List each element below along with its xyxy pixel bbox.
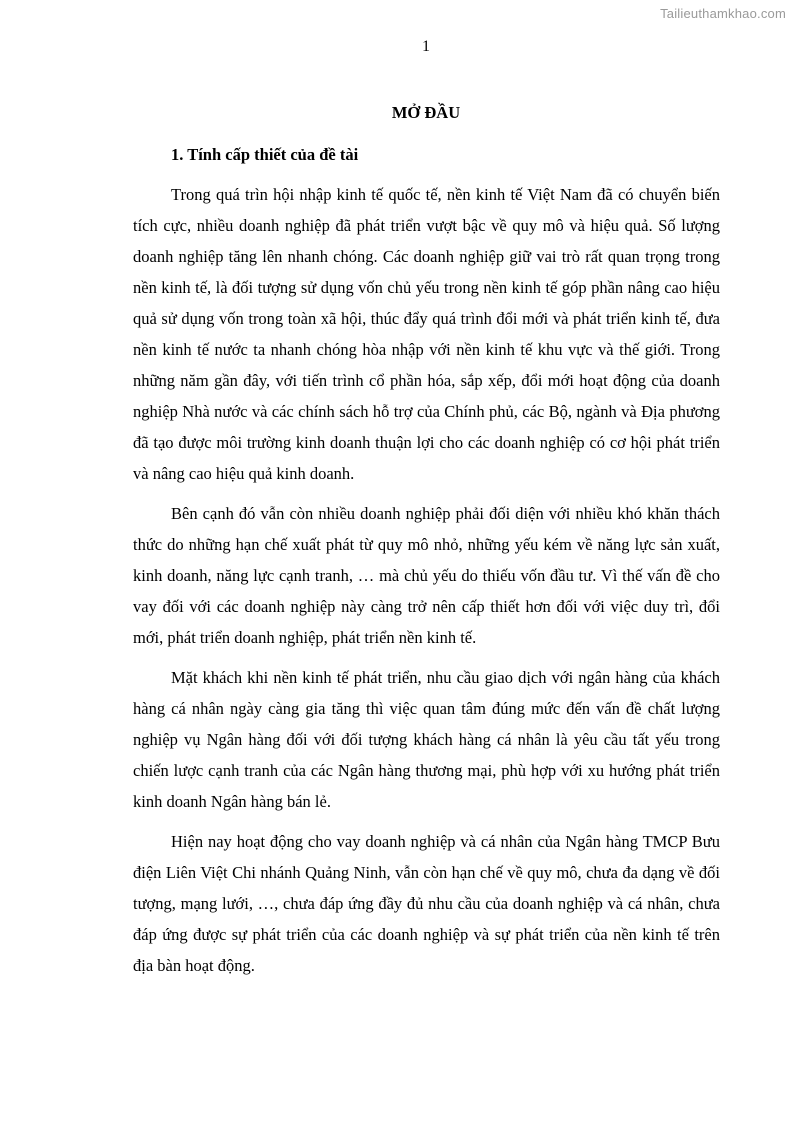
watermark: Tailieuthamkhao.com (660, 6, 786, 21)
page-number: 1 (422, 38, 430, 55)
paragraph: Mặt khách khi nền kinh tế phát triển, nhu cầu giao dịch với ngân hàng của khách hàng cá nhân ngày càng gia tăng thì việc quan tâm đúng mức đến vấn đề chất lượng nghiệp vụ Ngân hàng đối với đối tượng khách hàng cá nhân là yêu cầu tất yếu trong chiến lược cạnh tranh của các Ngân hàng thương mại, phù hợp với xu hướng phát triển kinh doanh Ngân hàng bán lẻ. (133, 668, 720, 811)
paragraph: Trong quá trìn hội nhập kinh tế quốc tế, nền kinh tế Việt Nam đã có chuyển biến tích cực, nhiều doanh nghiệp đã phát triển vượt bậc về quy mô và hiệu quả. Số lượng doanh nghiệp tăng lên nhanh chóng. Các doanh nghiệp giữ vai trò rất quan trọng trong nền kinh tế, là đối tượng sử dụng vốn chủ yếu trong nền kinh tế góp phần nâng cao hiệu quả sử dụng vốn trong toàn xã hội, thúc đẩy quá trình đổi mới và phát triển kinh tế, đưa nền kinh tế nước ta nhanh chóng hòa nhập với nền kinh tế khu vực và thế giới. Trong những năm gần đây, với tiến trình cổ phần hóa, sắp xếp, đổi mới hoạt động của doanh nghiệp Nhà nước và các chính sách hỗ trợ của Chính phủ, các Bộ, ngành và Địa phương đã tạo được môi trường kinh doanh thuận lợi cho các doanh nghiệp có cơ hội phát triển và nâng cao hiệu quả kinh doanh. (133, 185, 720, 483)
paragraph: Hiện nay hoạt động cho vay doanh nghiệp và cá nhân của Ngân hàng TMCP Bưu điện Liên Việt Chi nhánh Quảng Ninh, vẫn còn hạn chế về quy mô, chưa đa dạng về đối tượng, mạng lưới, …, chưa đáp ứng đầy đủ nhu cầu của doanh nghiệp và cá nhân, chưa đáp ứng được sự phát triển của các doanh nghiệp và sự phát triển của nền kinh tế trên địa bàn hoạt động. (133, 832, 720, 975)
body-text (133, 179, 720, 990)
paragraph: Bên cạnh đó vẫn còn nhiều doanh nghiệp phải đối diện với nhiều khó khăn thách thức do những hạn chế xuất phát từ quy mô nhỏ, những yếu kém về năng lực sản xuất, kinh doanh, năng lực cạnh tranh, … mà chủ yếu do thiếu vốn đầu tư. Vì thế vấn đề cho vay đối với các doanh nghiệp này càng trở nên cấp thiết hơn đối với việc duy trì, đổi mới, phát triển doanh nghiệp, phát triển nền kinh tế. (133, 504, 720, 647)
page-title: MỞ ĐẦU (391, 103, 461, 122)
section-heading: 1. Tính cấp thiết của đề tài (171, 145, 359, 164)
